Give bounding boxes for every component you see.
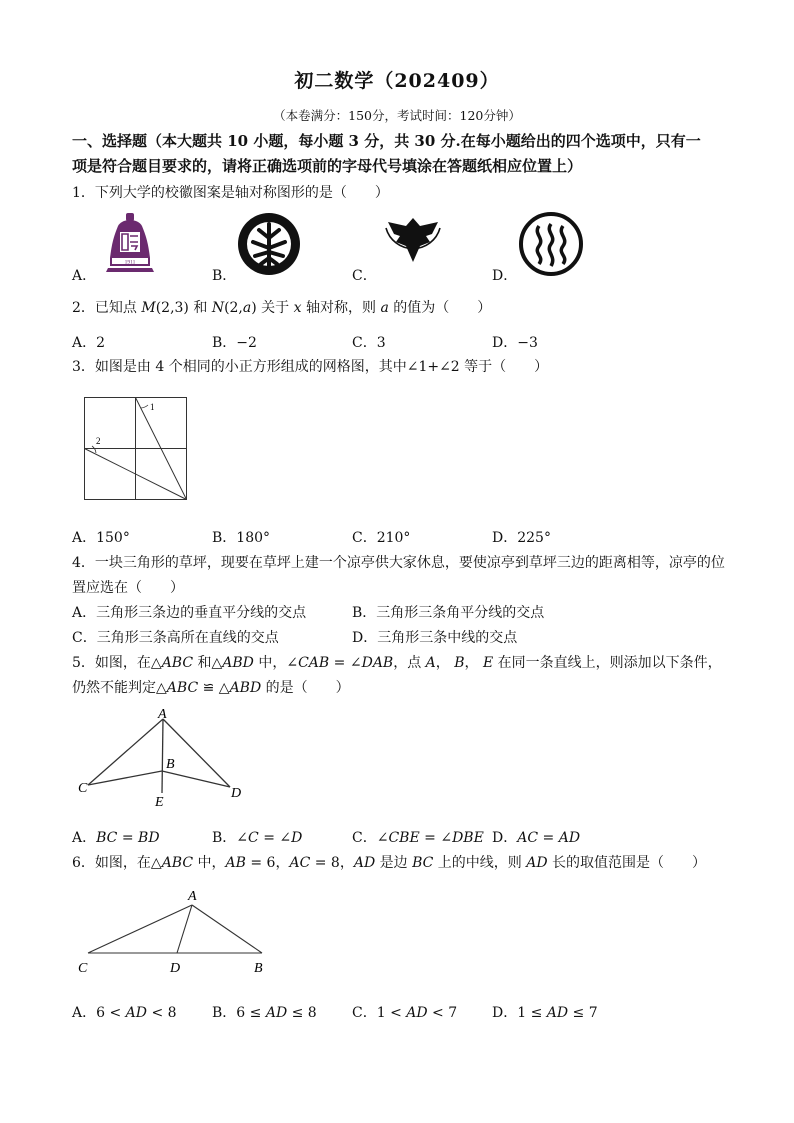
q5-option-a[interactable]: A．BC = BD [72,830,160,846]
vertex-b-label: B [254,961,263,976]
pku-emblem-icon [237,212,301,276]
q6-triangle-figure [74,885,270,977]
q4-option-c[interactable]: C．三角形三条高所在直线的交点 [72,630,279,646]
q2-option-a[interactable]: A．2 [72,335,106,351]
q5-stem-line-1: 5．如图，在△ABC 和△ABD 中，∠CAB = ∠DAB，点 A， B， E 在同一条直线上，则添加以下条件， [72,655,722,671]
q5-option-c[interactable]: C．∠CBE = ∠DBE [352,830,484,846]
q3-option-c[interactable]: C．210° [352,530,411,546]
section-heading-line-2: 项是符合题目要求的，请将正确选项前的字母代号填涂在答题纸相应位置上） [72,157,583,175]
q2-stem: 2．已知点 M(2,3) 和 N(2,a) 关于 x 轴对称，则 a 的值为（ ） [72,300,492,316]
steam-emblem-icon [519,212,583,276]
q5-triangle-figure [76,705,252,811]
q3-stem: 3．如图是由 4 个相同的小正方形组成的网格图，其中∠1+∠2 等于（ ） [72,359,549,375]
q1-option-a[interactable]: A． [72,268,97,284]
q5-option-b[interactable]: B．∠C = ∠D [212,830,303,846]
section-heading-line-1: 一、选择题（本大题共 10 小题，每小题 3 分，共 30 分.在每小题给出的四个选项中，只有一 [72,132,701,150]
vertex-e-label: E [155,795,164,810]
q6-stem: 6．如图，在△ABC 中，AB = 6，AC = 8，AD 是边 BC 上的中线，则 AD 长的取值范围是（ ） [72,855,707,871]
vertex-b-label: B [166,757,175,772]
q3-grid-figure [84,397,188,501]
vertex-a-label: A [158,707,167,722]
q2-option-d[interactable]: D．−3 [492,335,538,351]
q6-option-a[interactable]: A．6 < AD < 8 [72,1005,177,1021]
q1-option-d[interactable]: D． [492,268,518,284]
q4-option-b[interactable]: B．三角形三条角平分线的交点 [352,605,545,621]
q1-option-b[interactable]: B． [212,268,237,284]
vertex-c-label: C [78,961,88,976]
eagle-emblem-icon [380,212,446,274]
q5-stem-line-2: 仍然不能判定△ABC ≌ △ABD 的是（ ） [72,680,350,696]
q4-option-a[interactable]: A．三角形三条边的垂直平分线的交点 [72,605,307,621]
vertex-a-label: A [188,889,197,904]
vertex-d-label: D [231,786,242,801]
q6-option-b[interactable]: B．6 ≤ AD ≤ 8 [212,1005,317,1021]
q4-option-d[interactable]: D．三角形三条中线的交点 [352,630,518,646]
angle-1-label: 1 [150,402,155,412]
q4-stem-line-1: 4．一块三角形的草坪，现要在草坪上建一个凉亭供大家休息，要使凉亭到草坪三边的距离相等，凉亭的位 [72,555,725,571]
q3-option-a[interactable]: A．150° [72,530,130,546]
q2-option-b[interactable]: B．−2 [212,335,257,351]
q5-option-d[interactable]: D．AC = AD [492,830,581,846]
q1-option-c[interactable]: C． [352,268,377,284]
q2-option-c[interactable]: C．3 [352,335,386,351]
q3-option-d[interactable]: D．225° [492,530,551,546]
emblem-year-text: 1911 [124,259,136,266]
q1-stem: 1．下列大学的校徽图案是轴对称图形的是（ ） [72,185,389,201]
bell-emblem-icon [100,212,160,274]
exam-info: （本卷满分：150分，考试时间：120分钟） [273,108,521,123]
q4-stem-line-2: 置应选在（ ） [72,580,184,596]
page-title: 初二数学（202409） [294,70,500,92]
vertex-c-label: C [78,781,88,796]
q3-option-b[interactable]: B．180° [212,530,271,546]
vertex-d-label: D [170,961,181,976]
q6-option-c[interactable]: C．1 < AD < 7 [352,1005,458,1021]
angle-2-label: 2 [96,436,101,446]
q6-option-d[interactable]: D．1 ≤ AD ≤ 7 [492,1005,598,1021]
